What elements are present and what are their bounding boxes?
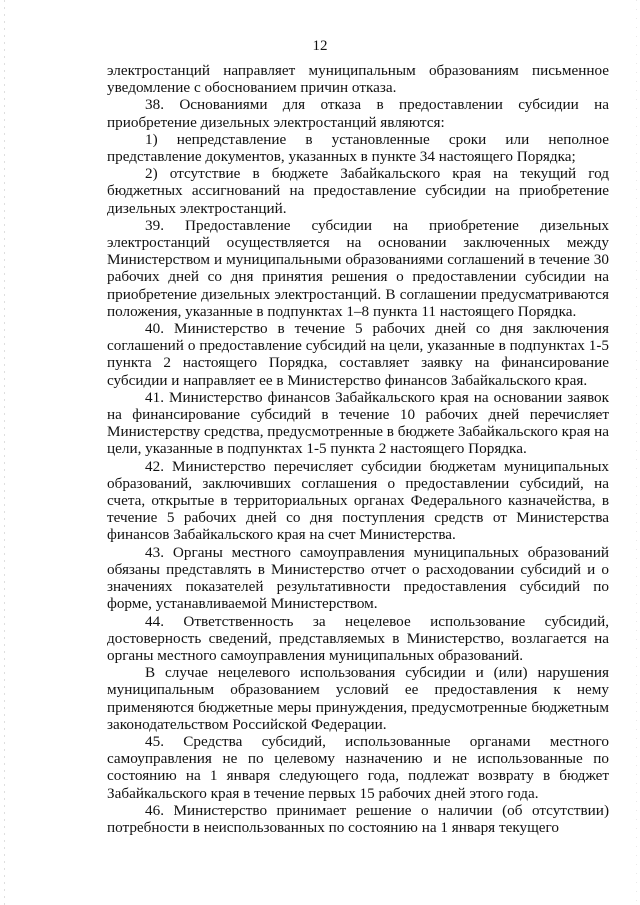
paragraph-45: 45. Средства субсидий, использованные органами местного самоуправления не по целевому назначению и не использованные по состоянию на 1 января следующего года, подлежат возврату в бюджет Забайкальского края в течение первых 15 рабочих дней этого года. (107, 732, 609, 802)
paragraph-continuation: электростанций направляет муниципальным образованиям письменное уведомление с обоснованием причин отказа. (107, 62, 609, 97)
paragraph-38: 38. Основаниями для отказа в предоставлении субсидии на приобретение дизельных электростанций являются: (107, 96, 609, 131)
scan-edge-right (636, 0, 637, 905)
paragraph-44: 44. Ответственность за нецелевое использование субсидий, достоверность сведений, представляемых в Министерство, возлагается на органы местного самоуправления муниципальных образований. (107, 612, 609, 664)
paragraph-38-item-1: 1) непредставление в установленные сроки или неполное представление документов, указанных в пункте 34 настоящего Порядка; (107, 130, 609, 166)
paragraph-44-continued: В случае нецелевого использования субсидии и (или) нарушения муниципальным образованием условий ее предоставления к нему применяются бюджетные меры принуждения, предусмотренные бюджетным законодательством Российской Федерации. (107, 664, 609, 733)
paragraph-43: 43. Органы местного самоуправления муниципальных образований обязаны представлять в Министерство отчет о расходовании субсидий и о значениях показателей результативности предоставления субсидий по форме, устанавливаемой Министерством. (107, 543, 609, 613)
document-body (107, 62, 609, 836)
paragraph-38-item-2: 2) отсутствие в бюджете Забайкальского края на текущий год бюджетных ассигнований на предоставление субсидии на приобретение дизельных электростанций. (107, 165, 609, 217)
page-number: 12 (312, 38, 328, 54)
paragraph-42: 42. Министерство перечисляет субсидии бюджетам муниципальных образований, заключивших соглашения о предоставлении субсидий, на счета, открытые в территориальных органах Федерального казначейства, в течение 5 рабочих дней со дня поступления средств от Министерства финансов Забайкальского края на счет Министерства. (107, 457, 609, 544)
scan-edge-left (4, 0, 5, 905)
paragraph-40: 40. Министерство в течение 5 рабочих дней со дня заключения соглашений о предоставление субсидий на цели, указанные в подпунктах 1-5 пункта 2 настоящего Порядка, составляет заявку на финансирование субсидии и направляет ее в Министерство финансов Забайкальского края. (107, 320, 609, 389)
paragraph-39: 39. Предоставление субсидии на приобретение дизельных электростанций осуществляется на основании заключенных между Министерством и муниципальными образованиями соглашений в течение 30 рабочих дней со дня принятия решения о предоставлении субсидии на приобретение дизельных электростанций. В соглашении предусматриваются положения, указанные в подпунктах 1–8 пункта 11 настоящего Порядка. (107, 216, 609, 320)
paragraph-41: 41. Министерство финансов Забайкальского края на основании заявок на финансирование субсидий в течение 10 рабочих дней перечисляет Министерству средства, предусмотренные в бюджете Забайкальского края на цели, указанные в подпунктах 1-5 пункта 2 настоящего Порядка. (107, 388, 610, 458)
paragraph-46: 46. Министерство принимает решение о наличии (об отсутствии) потребности в неиспользованных по состоянию на 1 января текущего (107, 801, 609, 836)
